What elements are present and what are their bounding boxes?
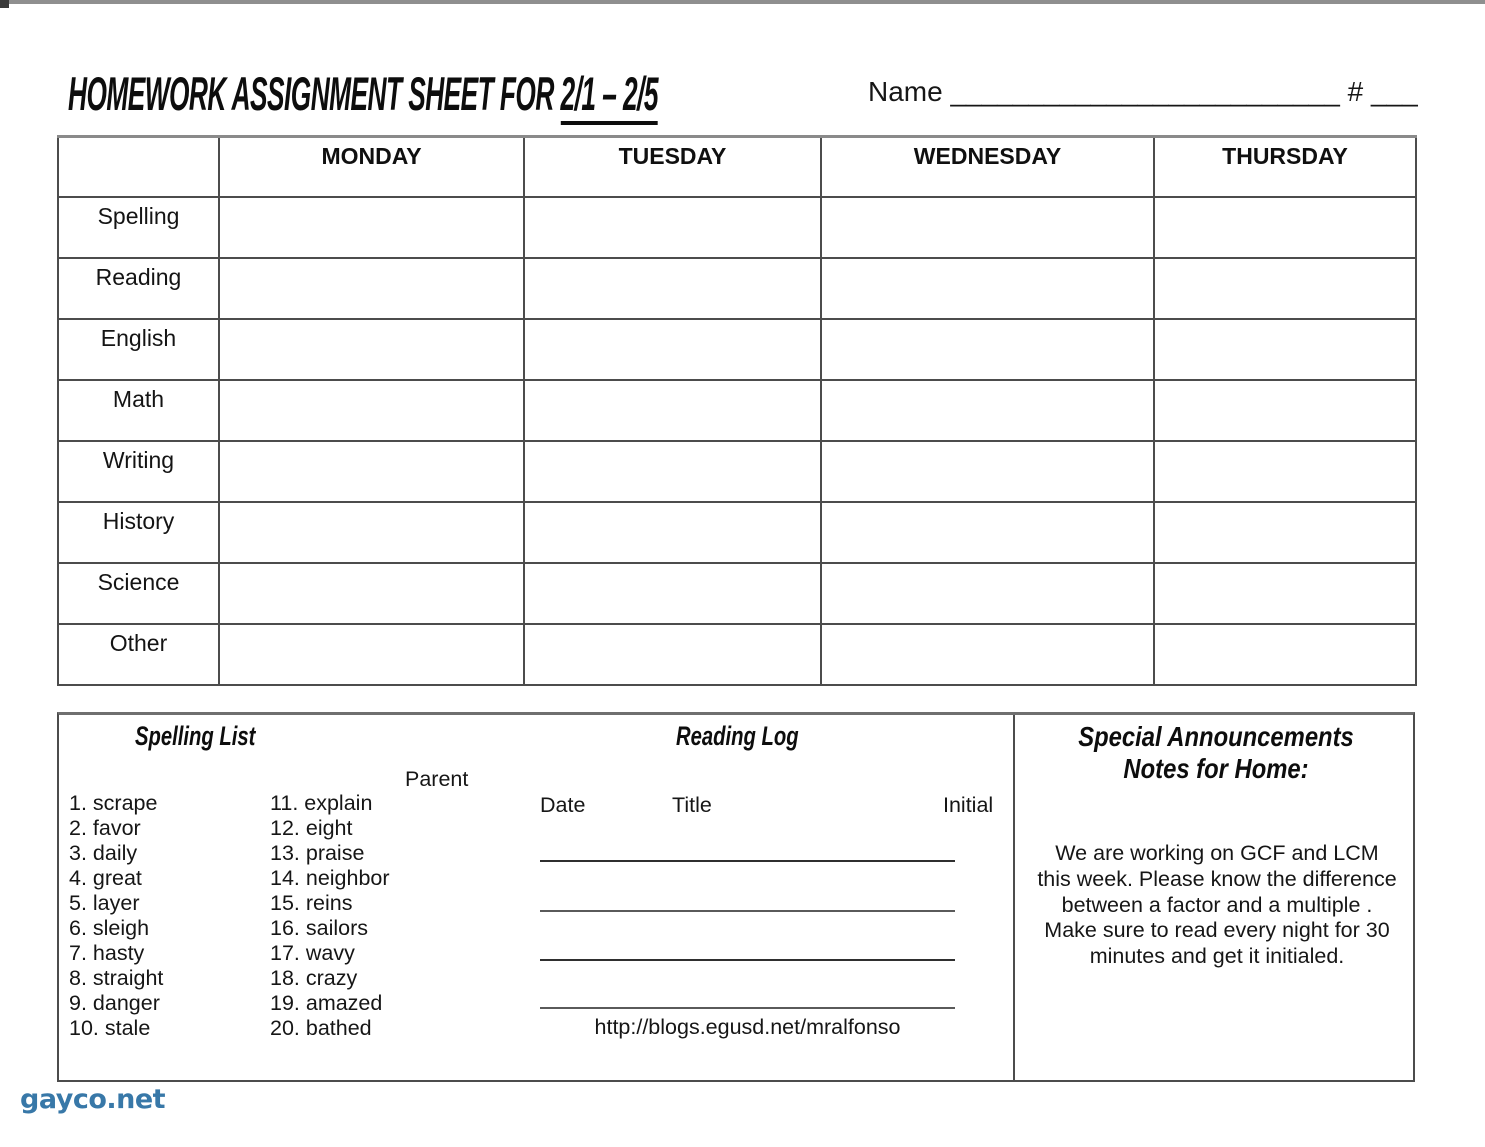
announcements-body-line: We are working on GCF and LCM (1055, 841, 1379, 865)
table-row (58, 502, 1416, 563)
schedule-cell (821, 197, 1154, 258)
subject-label-science: Science (58, 563, 219, 624)
bottom-panel (57, 712, 1415, 1082)
announcements-body-line: between a factor and a multiple . (1061, 892, 1373, 917)
list-item: 9. danger (69, 991, 160, 1015)
number-label: # (1347, 76, 1364, 107)
list-item: 15. reins (270, 891, 353, 915)
page-title-prefix: HOMEWORK ASSIGNMENT SHEET FOR (68, 67, 561, 120)
schedule-cell (821, 441, 1154, 502)
schedule-cell (524, 502, 821, 563)
schedule-cell (524, 197, 821, 258)
blog-url: http://blogs.egusd.net/mralfonso (594, 1015, 901, 1039)
table-row (58, 441, 1416, 502)
reading-log-title: Reading Log (676, 721, 799, 751)
announcements-title-line1: Special Announcements (1078, 721, 1354, 752)
table-row (58, 563, 1416, 624)
page-title (68, 66, 658, 121)
schedule-cell (219, 319, 524, 380)
page-title-date-range: 2/1 – 2/5 (561, 67, 658, 125)
announcements-title-line2: Notes for Home: (1123, 753, 1309, 784)
schedule-corner-cell (58, 137, 219, 197)
reading-log-blank-line (540, 1007, 955, 1009)
list-item: 17. wavy (270, 941, 355, 965)
list-item: 13. praise (270, 841, 365, 865)
reading-log-blank-line (540, 959, 955, 961)
parent-label: Parent (405, 767, 469, 791)
spelling-list-title: Spelling List (135, 721, 256, 751)
schedule-cell (524, 258, 821, 319)
schedule-cell (524, 441, 821, 502)
schedule-cell (524, 563, 821, 624)
schedule-cell (1154, 563, 1416, 624)
list-item: 4. great (69, 866, 142, 890)
schedule-cell (1154, 502, 1416, 563)
schedule-table (57, 135, 1417, 686)
schedule-cell (524, 624, 821, 685)
number-blank-line: ___ (1370, 76, 1418, 107)
schedule-cell (821, 563, 1154, 624)
table-row (58, 624, 1416, 685)
announcements-body-line: this week. Please know the difference (1037, 866, 1397, 891)
subject-label-reading: Reading (58, 258, 219, 319)
initial-column-label: Initial (943, 793, 994, 817)
schedule-cell (219, 624, 524, 685)
schedule-cell (219, 197, 524, 258)
list-item: 1. scrape (69, 791, 158, 815)
site-watermark: gayco.net (20, 1084, 166, 1115)
subject-label-english: English (58, 319, 219, 380)
date-column-label: Date (540, 793, 586, 817)
reading-log-blank-line (540, 910, 955, 912)
schedule-cell (1154, 258, 1416, 319)
subject-label-history: History (58, 502, 219, 563)
schedule-cell (524, 319, 821, 380)
list-item: 12. eight (270, 816, 353, 840)
title-column-label: Title (672, 793, 712, 817)
list-item: 10. stale (69, 1016, 151, 1040)
day-header-monday: MONDAY (219, 137, 524, 197)
list-item: 18. crazy (270, 966, 358, 990)
schedule-cell (219, 441, 524, 502)
schedule-cell (524, 380, 821, 441)
schedule-cell (821, 624, 1154, 685)
list-item: 7. hasty (69, 941, 145, 965)
day-header-thursday: THURSDAY (1154, 137, 1416, 197)
table-row (58, 197, 1416, 258)
name-blank-line: _________________________ (950, 76, 1340, 107)
announcements-body-line: minutes and get it initialed. (1089, 944, 1345, 969)
list-item: 11. explain (270, 791, 373, 815)
list-item: 16. sailors (270, 916, 368, 940)
list-item: 6. sleigh (69, 916, 150, 940)
name-label: Name (868, 76, 943, 107)
list-item: 3. daily (69, 841, 138, 865)
list-item: 8. straight (69, 966, 164, 990)
scan-artifact-corner (0, 0, 9, 8)
schedule-cell (1154, 441, 1416, 502)
list-item: 14. neighbor (270, 866, 390, 890)
reading-log-blank-line (540, 860, 955, 862)
schedule-cell (821, 258, 1154, 319)
panel-divider (1013, 715, 1015, 1080)
subject-label-other: Other (58, 624, 219, 685)
announcements-body (1021, 841, 1413, 970)
list-item: 5. layer (69, 891, 140, 915)
schedule-cell (1154, 380, 1416, 441)
list-item: 2. favor (69, 816, 141, 840)
table-row (58, 380, 1416, 441)
name-number-fields (868, 76, 1418, 108)
schedule-header-row (58, 137, 1416, 197)
scan-artifact-top (0, 0, 1485, 4)
schedule-cell (219, 502, 524, 563)
schedule-cell (821, 380, 1154, 441)
schedule-cell (219, 563, 524, 624)
schedule-cell (1154, 624, 1416, 685)
announcements-body-line: Make sure to read every night for 30 (1044, 918, 1390, 943)
schedule-cell (821, 319, 1154, 380)
day-header-tuesday: TUESDAY (524, 137, 821, 197)
announcements-title (1017, 721, 1415, 785)
schedule-cell (219, 258, 524, 319)
day-header-wednesday: WEDNESDAY (821, 137, 1154, 197)
schedule-cell (821, 502, 1154, 563)
table-row (58, 258, 1416, 319)
list-item: 20. bathed (270, 1016, 372, 1040)
schedule-cell (219, 380, 524, 441)
subject-label-math: Math (58, 380, 219, 441)
list-item: 19. amazed (270, 991, 383, 1015)
schedule-cell (1154, 197, 1416, 258)
subject-label-spelling: Spelling (58, 197, 219, 258)
table-row (58, 319, 1416, 380)
subject-label-writing: Writing (58, 441, 219, 502)
schedule-cell (1154, 319, 1416, 380)
